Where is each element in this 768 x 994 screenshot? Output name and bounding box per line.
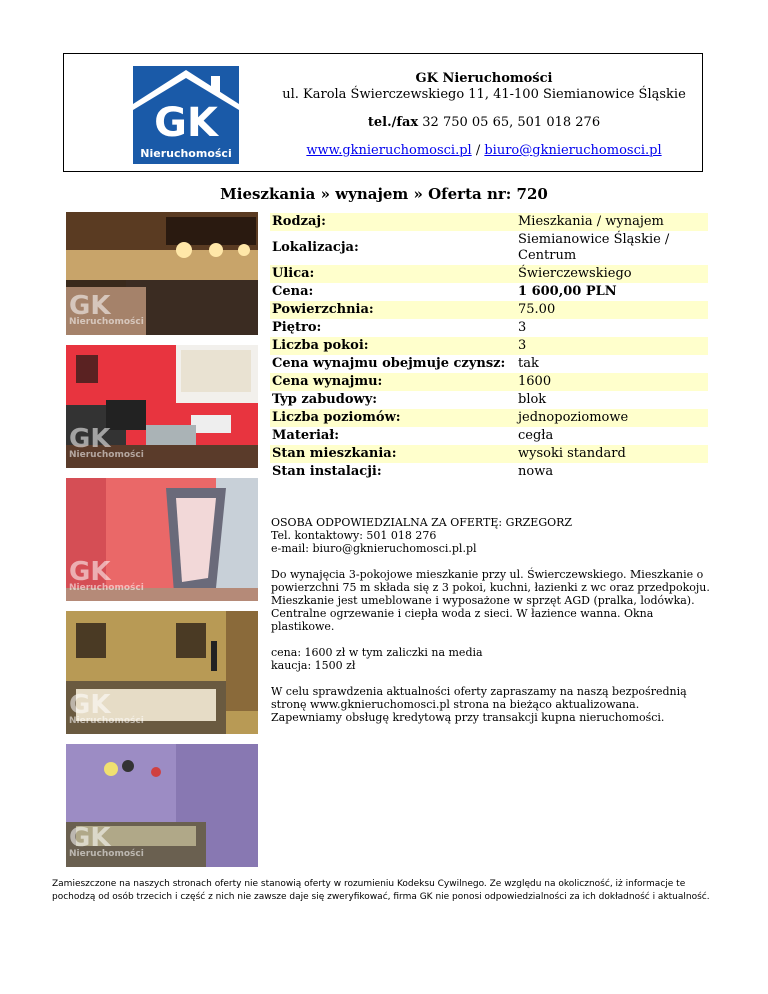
property-row	[270, 231, 708, 265]
tel-label: tel./fax	[367, 115, 419, 130]
email-link[interactable]: biuro@gknieruchomosci.pl	[484, 143, 662, 158]
photo-watermark: GK Nieruchomości	[69, 291, 144, 327]
website-link[interactable]: www.gknieruchomosci.pl	[306, 143, 472, 158]
costs-deposit: kaucja: 1500 zł	[271, 659, 356, 672]
property-value: wysoki standard	[518, 446, 626, 461]
note-text: W celu sprawdzenia aktualności oferty zapraszamy na naszą bezpośrednią stronę www.gknieruchomosci.pl strona na bieżąco aktualizowana. Zapewniamy obsługę kredytową przy transakcji kupna nieruchomości.	[271, 685, 687, 724]
agency-links	[264, 143, 704, 158]
photo-hallway[interactable]	[66, 478, 258, 601]
property-label: Typ zabudowy:	[272, 392, 378, 407]
photo-kids-room[interactable]	[66, 744, 258, 867]
gk-logo	[133, 66, 239, 164]
photo-watermark: GK Nieruchomości	[69, 823, 144, 859]
contact-email: e-mail: biuro@gknieruchomosci.pl.pl	[271, 542, 477, 555]
description-text: Do wynajęcia 3-pokojowe mieszkanie przy ul. Świerczewskiego. Mieszkanie o powierzchni 75 m składa się z 3 pokoi, kuchni, łazienki z wc oraz przedpokoju. Mieszkanie jest umeblowane i wyposażone w sprzęt AGD (pralka, lodówka). Centralne ogrzewanie i ciepła woda z sieci. W łazience wanna. Okna plastikowe.	[271, 568, 710, 633]
property-label: Stan mieszkania:	[272, 446, 397, 461]
property-value: jednopoziomowe	[518, 410, 629, 425]
property-value: 3	[518, 338, 527, 353]
property-row	[270, 355, 708, 373]
property-row	[270, 427, 708, 445]
page-title: Mieszkania » wynajem » Oferta nr: 720	[220, 185, 548, 203]
property-value: 75.00	[518, 302, 556, 317]
photo-watermark: GK Nieruchomości	[69, 557, 144, 593]
logo-letters: GK	[154, 100, 218, 146]
property-row	[270, 445, 708, 463]
property-label: Cena:	[272, 284, 314, 299]
property-value: 1600	[518, 374, 552, 389]
property-label: Liczba pokoi:	[272, 338, 369, 353]
property-label: Rodzaj:	[272, 214, 326, 229]
property-value: Mieszkania / wynajem	[518, 214, 664, 229]
photo-living-room[interactable]	[66, 345, 258, 468]
property-value: tak	[518, 356, 539, 371]
property-row	[270, 283, 708, 301]
agency-address: ul. Karola Świerczewskiego 11, 41-100 Siemianowice Śląskie	[282, 87, 686, 102]
property-value: Świerczewskiego	[518, 266, 632, 281]
property-label: Ulica:	[272, 266, 315, 281]
property-value: Siemianowice Śląskie / Centrum	[518, 232, 670, 263]
logo-caption: Nieruchomości	[140, 147, 232, 160]
property-label: Piętro:	[272, 320, 322, 335]
link-separator: /	[471, 143, 485, 158]
agency-phone	[264, 115, 704, 130]
agency-header	[63, 53, 703, 172]
property-label: Powierzchnia:	[272, 302, 374, 317]
property-row	[270, 265, 708, 283]
property-row	[270, 337, 708, 355]
property-label: Cena wynajmu:	[272, 374, 383, 389]
contact-block	[271, 516, 711, 555]
property-label: Cena wynajmu obejmuje czynsz:	[272, 356, 506, 371]
property-details-table	[270, 213, 708, 481]
property-label: Materiał:	[272, 428, 340, 443]
property-row	[270, 373, 708, 391]
property-value: cegła	[518, 428, 554, 443]
property-value: blok	[518, 392, 547, 407]
price-value: 1 600,00 PLN	[518, 284, 617, 299]
property-row	[270, 319, 708, 337]
property-row	[270, 409, 708, 427]
agency-name: GK Nieruchomości	[415, 71, 553, 86]
property-label: Lokalizacja:	[272, 240, 359, 255]
property-value: 3	[518, 320, 527, 335]
property-row	[270, 463, 708, 481]
tel-value: 32 750 05 65, 501 018 276	[418, 115, 601, 130]
property-label: Stan instalacji:	[272, 464, 382, 479]
contact-person: OSOBA ODPOWIEDZIALNA ZA OFERTĘ: GRZEGORZ	[271, 516, 573, 529]
photo-watermark: GK Nieruchomości	[69, 424, 144, 460]
photo-kitchen[interactable]	[66, 212, 258, 335]
costs-block	[271, 646, 711, 672]
photo-gallery	[66, 212, 258, 877]
property-row	[270, 213, 708, 231]
property-row	[270, 391, 708, 409]
contact-phone: Tel. kontaktowy: 501 018 276	[271, 529, 437, 542]
property-value: nowa	[518, 464, 554, 479]
offer-description	[271, 516, 711, 737]
legal-disclaimer: Zamieszczone na naszych stronach oferty nie stanowią oferty w rozumieniu Kodeksu Cywilnego. Ze względu na okoliczność, iż informacje te pochodzą od osób trzecich i część z nich nie zawsze daje się zweryfikować, firma GK nie ponosi odpowiedzialności za ich dokładność i aktualność.	[52, 879, 710, 902]
property-row	[270, 301, 708, 319]
photo-watermark: GK Nieruchomości	[69, 690, 144, 726]
costs-price: cena: 1600 zł w tym zaliczki na media	[271, 646, 483, 659]
photo-bedroom[interactable]	[66, 611, 258, 734]
property-label: Liczba poziomów:	[272, 410, 401, 425]
